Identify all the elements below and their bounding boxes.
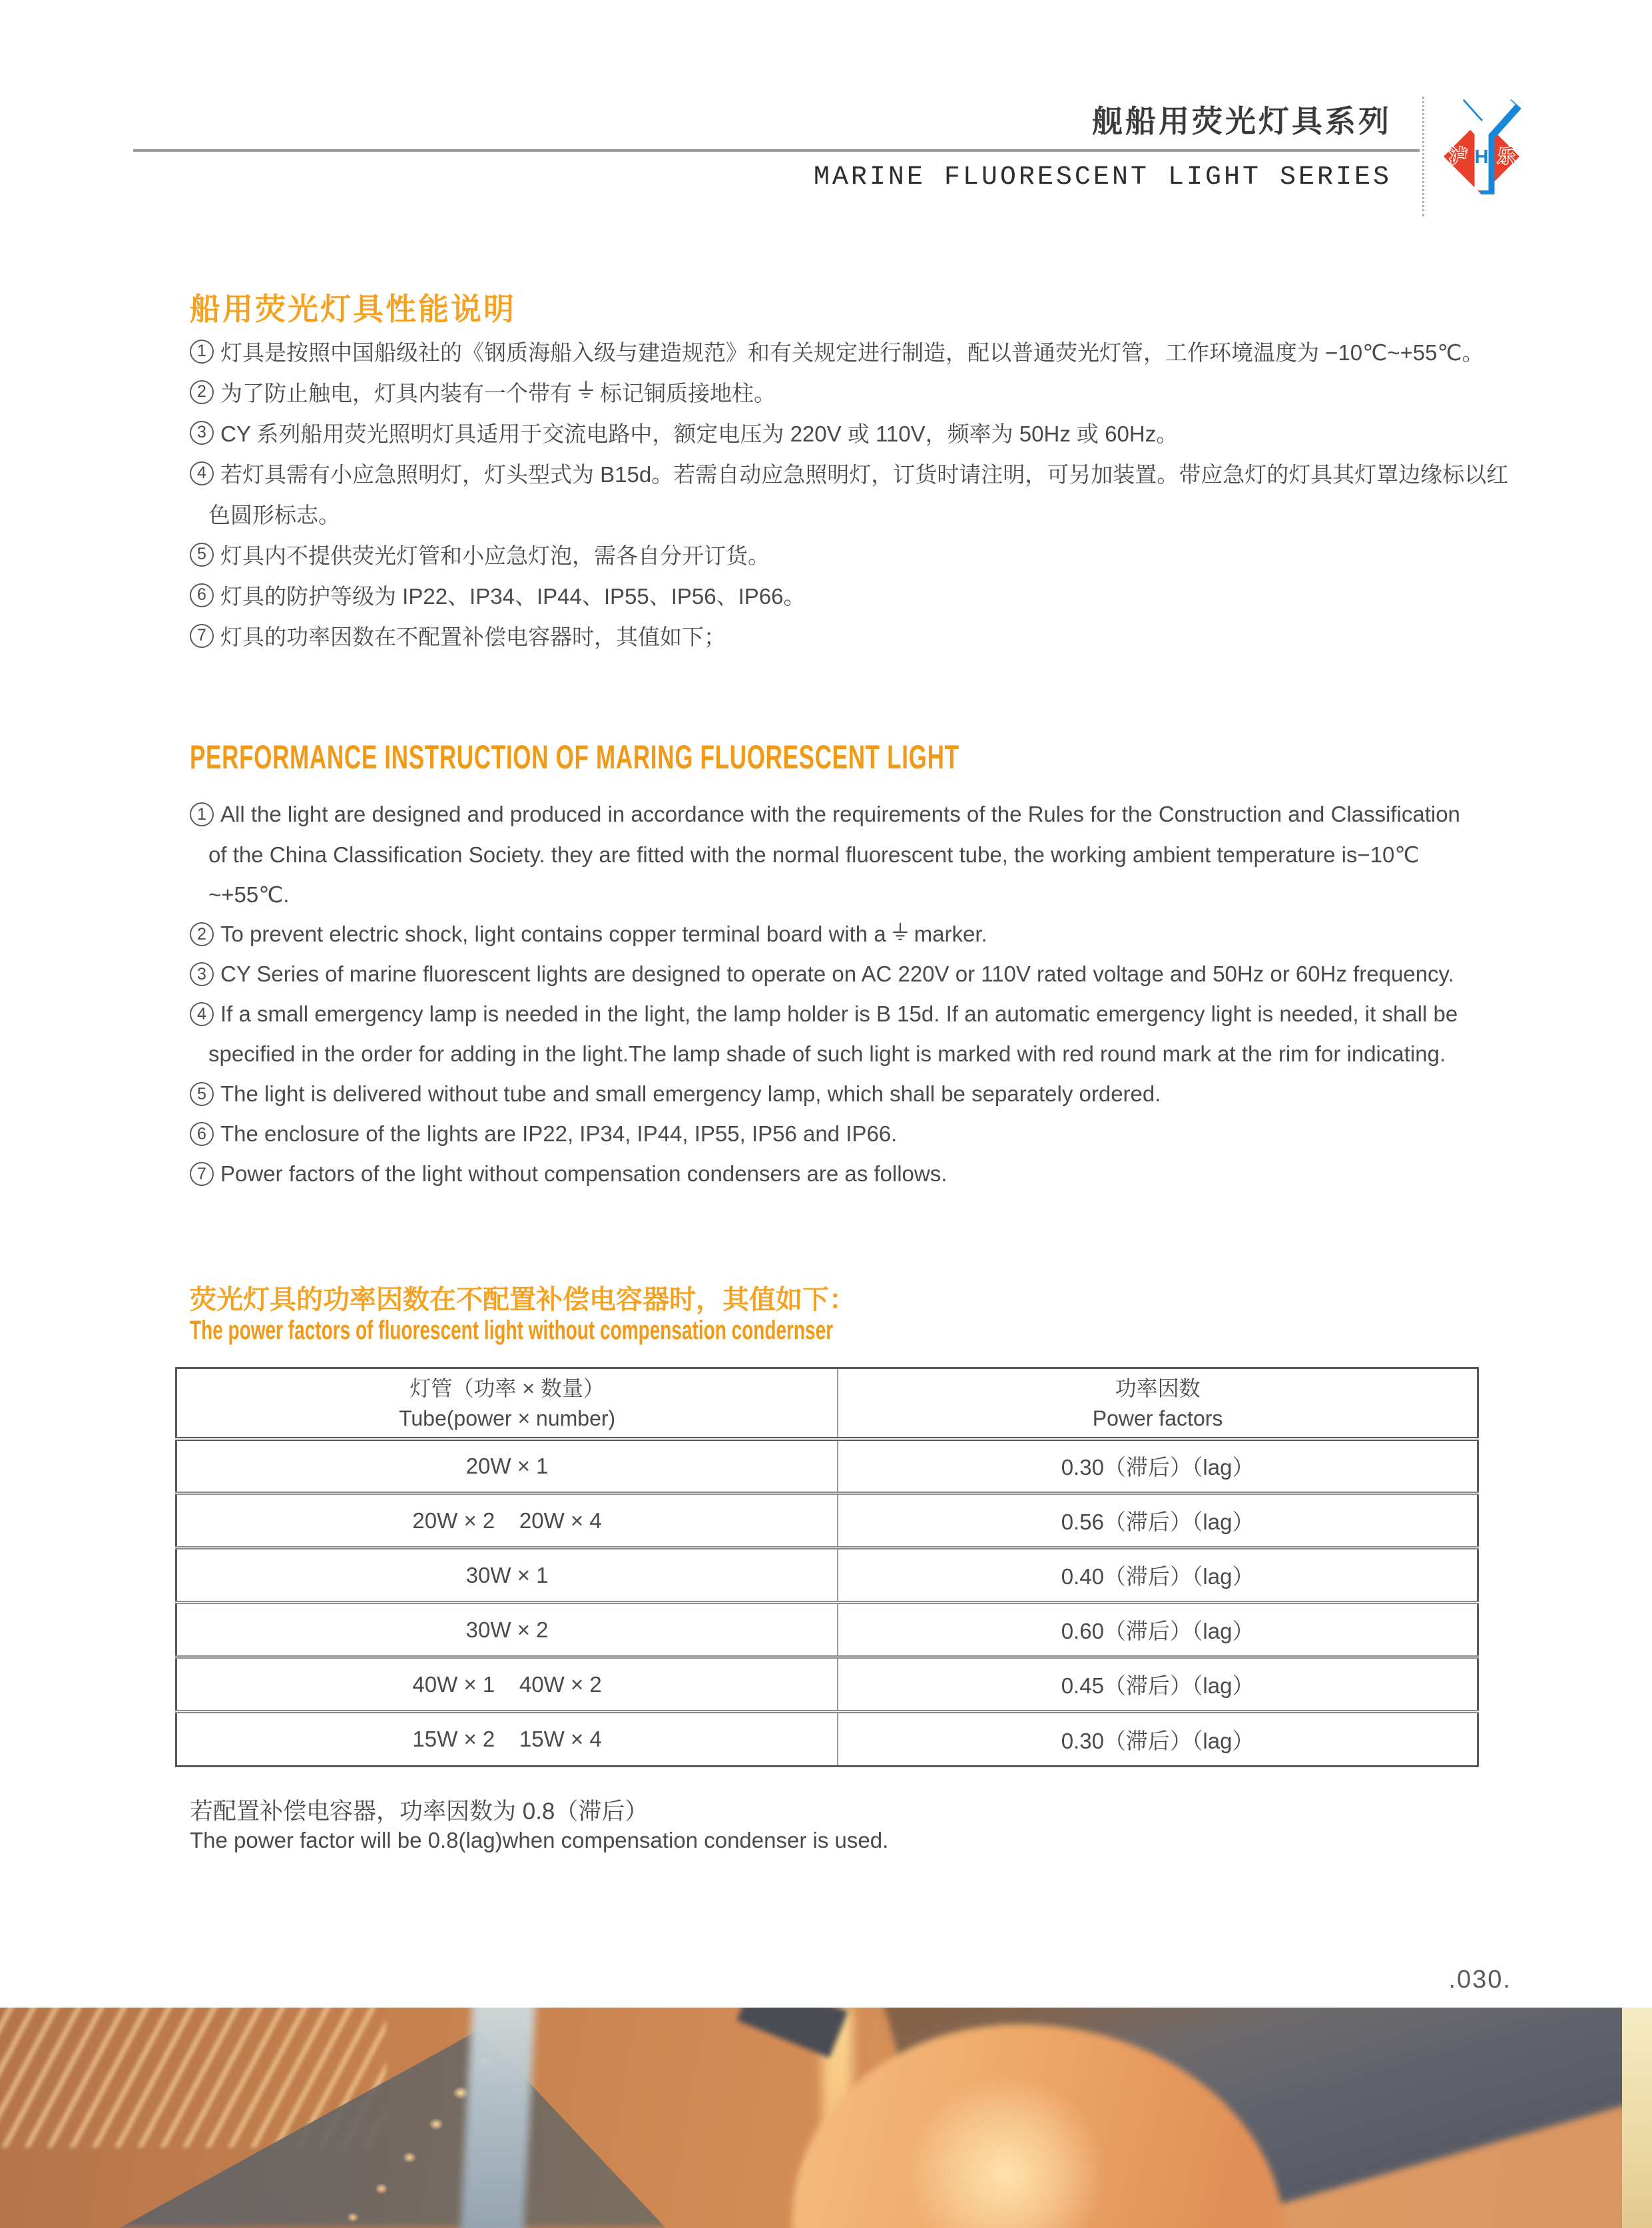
company-logo xyxy=(1432,92,1531,205)
list-item xyxy=(190,372,1508,412)
table-subtitle-chinese: 荧光灯具的功率因数在不配置补偿电容器时，其值如下： xyxy=(190,1285,856,1314)
list-item-continuation xyxy=(190,493,1508,534)
photo-layer-vessel-highlight xyxy=(866,2034,1145,2228)
tube-cell: 20W × 2 20W × 4 xyxy=(176,1494,838,1548)
item-text: 色圆形标志。 xyxy=(208,503,340,527)
performance-list-english xyxy=(190,794,1460,1194)
item-text: Power factors of the light without compensation condensers are as follows. xyxy=(220,1161,948,1186)
item-number-badge: 6 xyxy=(190,1122,214,1146)
list-item xyxy=(190,1074,1460,1114)
list-item xyxy=(190,575,1508,615)
item-number-badge: 3 xyxy=(190,421,214,445)
tube-cell: 30W × 2 xyxy=(176,1603,838,1657)
tube-cell: 30W × 1 xyxy=(176,1548,838,1603)
list-item xyxy=(190,534,1508,575)
ground-symbol-icon xyxy=(577,381,595,400)
item-number-badge: 4 xyxy=(190,461,214,485)
table-header-row xyxy=(176,1368,1478,1439)
factor-cell: 0.30（滞后）（lag） xyxy=(1061,1455,1254,1480)
logo-char-center: H xyxy=(1474,146,1489,168)
performance-list-chinese xyxy=(190,331,1508,656)
item-text: 灯具的防护等级为 IP22、IP34、IP44、IP55、IP56、IP66。 xyxy=(220,584,806,609)
item-number-badge: 3 xyxy=(190,962,214,986)
item-number-badge: 1 xyxy=(190,802,214,826)
list-item xyxy=(190,794,1460,834)
item-text: 标记铜质接地柱。 xyxy=(600,381,776,406)
item-number-badge: 7 xyxy=(190,1162,214,1186)
factor-cell: 0.45（滞后）（lag） xyxy=(1061,1673,1254,1698)
item-text: marker. xyxy=(914,922,987,946)
tube-header-english: Tube(power × number) xyxy=(398,1406,616,1430)
list-item-continuation xyxy=(190,1034,1460,1074)
item-number-badge: 2 xyxy=(190,380,214,404)
photo-layer-pale-strip xyxy=(1622,2008,1652,2228)
item-text: ~+55℃. xyxy=(208,882,290,907)
list-item xyxy=(190,412,1508,453)
item-text: specified in the order for adding in the light.The lamp shade of such light is marked with red round mark at the rim for indicating. xyxy=(208,1041,1446,1066)
page-title-english: MARINE FLUORESCENT LIGHT SERIES xyxy=(813,162,1392,192)
item-text: 灯具的功率因数在不配置补偿电容器时，其值如下； xyxy=(220,625,726,649)
list-item xyxy=(190,615,1508,656)
table-row xyxy=(176,1603,1478,1657)
table-subtitle-english: The power factors of fluorescent light without compensation condernser xyxy=(190,1316,834,1345)
list-item xyxy=(190,914,1460,954)
section-title-chinese: 船用荧光灯具性能说明 xyxy=(190,292,516,326)
tube-cell: 40W × 1 40W × 2 xyxy=(176,1657,838,1712)
logo-graphic xyxy=(1432,92,1531,205)
photo-layer-blue-column xyxy=(459,2008,535,2228)
table-note-chinese: 若配置补偿电容器，功率因数为 0.8（滞后） xyxy=(190,1799,649,1824)
item-number-badge: 2 xyxy=(190,922,214,946)
factor-header-chinese: 功率因数 xyxy=(1115,1376,1201,1400)
section-title-english: PERFORMANCE INSTRUCTION OF MARING FLUORESCENT LIGHT xyxy=(190,738,960,776)
list-item xyxy=(190,331,1508,372)
factor-cell: 0.60（滞后）（lag） xyxy=(1061,1619,1254,1643)
item-number-badge: 6 xyxy=(190,583,214,607)
factor-cell: 0.30（滞后）（lag） xyxy=(1061,1728,1254,1753)
footer-photo xyxy=(0,2008,1652,2228)
item-text: All the light are designed and produced in accordance with the requirements of the Rules for the Construction and Classification xyxy=(220,802,1460,826)
list-item xyxy=(190,453,1508,493)
logo-char-right: 乐 xyxy=(1497,146,1515,166)
list-item xyxy=(190,994,1460,1034)
item-number-badge: 5 xyxy=(190,1082,214,1106)
item-text: The light is delivered without tube and small emergency lamp, which shall be separately ordered. xyxy=(220,1081,1161,1106)
factor-column-header xyxy=(838,1368,1478,1439)
list-item xyxy=(190,1154,1460,1194)
header-divider xyxy=(133,149,1420,152)
table-row xyxy=(176,1548,1478,1603)
item-text: 灯具是按照中国船级社的《钢质海船入级与建造规范》和有关规定进行制造，配以普通荧光灯管，工作环境温度为 −10℃~+55℃。 xyxy=(220,340,1484,365)
item-text: CY 系列船用荧光照明灯具适用于交流电路中，额定电压为 220V 或 110V，频率为 50Hz 或 60Hz。 xyxy=(220,421,1179,446)
item-text: 为了防止触电，灯具内装有一个带有 xyxy=(220,381,572,406)
item-text: CY Series of marine fluorescent lights are designed to operate on AC 220V or 110V rated voltage and 50Hz or 60Hz frequency. xyxy=(220,962,1454,986)
tube-header-chinese: 灯管（功率 × 数量） xyxy=(410,1376,605,1400)
page-number: .030. xyxy=(1448,1966,1512,1994)
item-text: of the China Classification Society. they are fitted with the normal fluorescent tube, the working ambient temperature is−10℃ xyxy=(208,842,1420,867)
table-row xyxy=(176,1712,1478,1767)
ground-symbol-icon xyxy=(892,923,909,942)
header-dotted-separator xyxy=(1422,97,1424,216)
factor-header-english: Power factors xyxy=(1092,1406,1223,1430)
item-number-badge: 1 xyxy=(190,340,214,364)
table-row xyxy=(176,1657,1478,1712)
list-item xyxy=(190,954,1460,994)
item-number-badge: 5 xyxy=(190,543,214,567)
list-item-continuation xyxy=(190,874,1460,914)
tube-column-header xyxy=(176,1368,838,1439)
table-row xyxy=(176,1439,1478,1494)
item-number-badge: 7 xyxy=(190,624,214,648)
tube-cell: 20W × 1 xyxy=(176,1439,838,1494)
item-text: To prevent electric shock, light contains copper terminal board with a xyxy=(220,922,886,946)
tube-cell: 15W × 2 15W × 4 xyxy=(176,1712,838,1767)
logo-char-left: 泸 xyxy=(1449,146,1468,166)
table-row xyxy=(176,1494,1478,1548)
photo-layer-dark-notch xyxy=(736,2008,848,2058)
power-factor-table xyxy=(175,1367,1479,1767)
item-number-badge: 4 xyxy=(190,1002,214,1026)
page-title-chinese: 舰船用荧光灯具系列 xyxy=(1092,104,1392,139)
item-text: 灯具内不提供荧光灯管和小应急灯泡，需各自分开订货。 xyxy=(220,543,770,568)
table-note-english: The power factor will be 0.8(lag)when compensation condenser is used. xyxy=(190,1828,889,1852)
list-item xyxy=(190,1114,1460,1154)
factor-cell: 0.40（滞后）（lag） xyxy=(1061,1564,1254,1589)
item-text: The enclosure of the lights are IP22, IP34, IP44, IP55, IP56 and IP66. xyxy=(220,1121,898,1146)
factor-cell: 0.56（滞后）（lag） xyxy=(1061,1510,1254,1534)
item-text: If a small emergency lamp is needed in the light, the lamp holder is B 15d. If an automatic emergency light is needed, it shall be xyxy=(220,1001,1458,1026)
list-item-continuation xyxy=(190,834,1460,874)
item-text: 若灯具需有小应急照明灯，灯头型式为 B15d。若需自动应急照明灯，订货时请注明，可另加装置。带应急灯的灯具其灯罩边缘标以红 xyxy=(220,462,1509,487)
